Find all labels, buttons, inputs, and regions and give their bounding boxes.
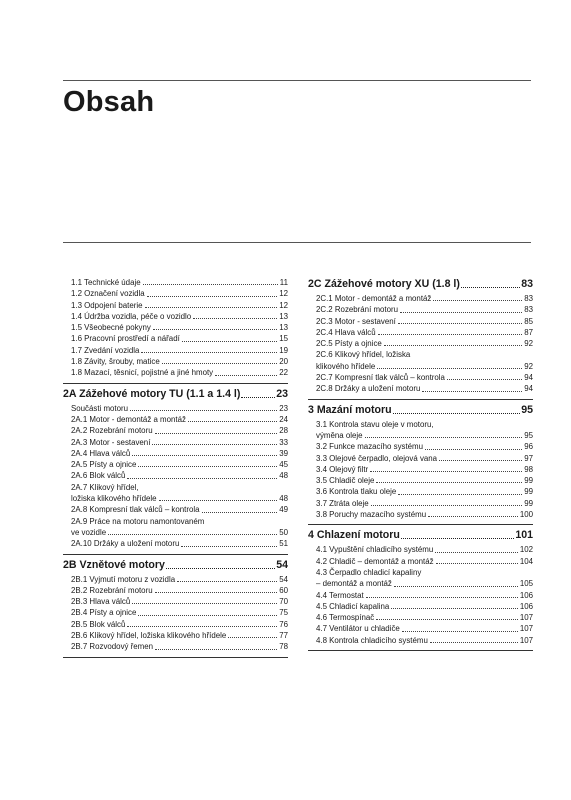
dot-leader — [402, 631, 518, 632]
toc-entry — [316, 361, 533, 372]
entry-page-number: 96 — [524, 442, 533, 452]
entry-title: 2C.1 Motor - demontáž a montáž — [316, 294, 432, 303]
entry-title: 2C.3 Motor - sestavení — [316, 316, 396, 326]
entry-title: 4.7 Ventilátor u chladiče — [316, 624, 400, 634]
toc-entry — [71, 470, 288, 481]
dot-leader — [181, 546, 277, 547]
section-heading — [308, 528, 533, 544]
dot-leader — [428, 516, 518, 517]
entry-page-number: 76 — [279, 619, 288, 629]
page-title: Obsah — [63, 86, 155, 118]
toc-entry — [316, 590, 533, 601]
entry-title: 2C.7 Kompresní tlak válců – kontrola — [316, 373, 445, 383]
entry-title: 3.1 Kontrola stavu oleje v motoru, — [316, 419, 434, 429]
toc-entry — [316, 419, 533, 430]
toc-entry — [71, 459, 288, 470]
toc-section — [308, 277, 533, 400]
dot-leader — [127, 626, 277, 627]
toc-entry — [71, 437, 288, 448]
entry-page-number: 102 — [519, 545, 533, 555]
dot-leader — [143, 284, 278, 285]
entry-page-number: 83 — [524, 294, 533, 303]
toc-entry — [316, 544, 533, 555]
entry-page-number: 98 — [524, 464, 533, 474]
toc-entry — [71, 493, 288, 504]
toc-entry — [71, 356, 288, 367]
entry-title: 3.2 Funkce mazacího systému — [316, 442, 424, 452]
toc-entry — [71, 596, 288, 607]
dot-leader — [241, 397, 275, 398]
entry-page-number: 107 — [519, 635, 533, 645]
section-page-number: 101 — [515, 529, 533, 542]
entry-list — [63, 277, 288, 383]
entry-title: 3.8 Poruchy mazacího systému — [316, 510, 427, 520]
section-title: 3 Mazání motoru — [308, 403, 392, 416]
dot-leader — [155, 433, 278, 434]
entry-title: 2A.3 Motor - sestavení — [71, 437, 151, 447]
dot-leader — [166, 568, 275, 569]
entry-page-number: 92 — [524, 339, 533, 349]
entry-page-number: 104 — [519, 556, 533, 566]
toc-entry — [316, 441, 533, 452]
dot-leader — [153, 329, 277, 330]
entry-page-number: 48 — [279, 494, 288, 504]
toc-entry — [316, 601, 533, 612]
dot-leader — [378, 334, 523, 335]
entry-page-number: 20 — [279, 357, 288, 367]
dot-leader — [433, 300, 522, 301]
toc-entry — [316, 612, 533, 623]
dot-leader — [152, 444, 277, 445]
dot-leader — [228, 637, 277, 638]
entry-title: 2A.6 Blok válců — [71, 471, 126, 481]
entry-page-number: 22 — [279, 368, 288, 378]
entry-page-number: 95 — [524, 430, 533, 440]
toc-left-column — [63, 277, 288, 661]
toc-entry — [71, 538, 288, 549]
entry-page-number: 99 — [524, 498, 533, 508]
entry-title: 3.5 Chladič oleje — [316, 476, 375, 486]
entry-list — [63, 574, 288, 657]
toc-entry — [316, 567, 533, 578]
entry-title: ložiska klikového hřídele — [71, 494, 157, 504]
entry-page-number: 92 — [524, 361, 533, 371]
entry-page-number: 106 — [519, 590, 533, 600]
entry-page-number: 13 — [279, 323, 288, 333]
dot-leader — [162, 363, 277, 364]
entry-title: 2A.7 Klikový hřídel, — [71, 482, 139, 492]
toc-entry — [316, 509, 533, 520]
toc-entry — [316, 464, 533, 475]
toc-entry — [316, 623, 533, 634]
dot-leader — [147, 296, 278, 297]
entry-page-number: 11 — [279, 278, 288, 287]
toc-entry — [316, 635, 533, 646]
toc-entry — [316, 430, 533, 441]
entry-list — [308, 544, 533, 650]
entry-title: 1.8 Závity, šrouby, matice — [71, 357, 160, 367]
dot-leader — [370, 471, 522, 472]
entry-title: 1.7 Zvedání vozidla — [71, 345, 140, 355]
dot-leader — [401, 538, 514, 539]
entry-page-number: 12 — [279, 300, 288, 310]
toc-entry — [71, 630, 288, 641]
entry-title: 3.3 Olejové čerpadlo, olejová vana — [316, 453, 438, 463]
dot-leader — [138, 466, 277, 467]
dot-leader — [130, 410, 277, 411]
toc-right-column — [308, 277, 533, 654]
toc-section — [308, 528, 533, 651]
dot-leader — [182, 341, 277, 342]
entry-title: 2A.1 Motor - demontáž a montáž — [71, 414, 186, 424]
toc-entry — [71, 641, 288, 652]
toc-entry — [316, 372, 533, 383]
entry-title: výměna oleje — [316, 430, 363, 440]
dot-leader — [435, 552, 518, 553]
toc-entry — [71, 403, 288, 414]
toc-entry — [316, 304, 533, 315]
toc-section — [63, 558, 288, 658]
entry-title: 2A.9 Práce na motoru namontovaném — [71, 516, 205, 526]
section-title: 4 Chlazení motoru — [308, 529, 400, 542]
entry-title: 2A.2 Rozebrání motoru — [71, 426, 153, 436]
entry-title: 2C.5 Písty a ojnice — [316, 339, 382, 349]
toc-entry — [71, 311, 288, 322]
toc-entry — [71, 345, 288, 356]
entry-page-number: 39 — [279, 448, 288, 458]
entry-page-number: 100 — [519, 510, 533, 520]
toc-entry — [316, 338, 533, 349]
entry-title: 2A.10 Držáky a uložení motoru — [71, 539, 180, 549]
entry-title: 4.4 Termostat — [316, 590, 364, 600]
dot-leader — [400, 312, 522, 313]
entry-list — [308, 419, 533, 525]
entry-page-number: 15 — [279, 334, 288, 344]
dot-leader — [425, 449, 522, 450]
entry-title: Součásti motoru — [71, 403, 129, 413]
dot-leader — [393, 413, 521, 414]
section-heading — [63, 558, 288, 574]
entry-title: 2C.8 Držáky a uložení motoru — [316, 384, 421, 394]
entry-title: 2B.1 Vyjmutí motoru z vozidla — [71, 574, 176, 584]
entry-title: – demontáž a montáž — [316, 579, 392, 589]
dot-leader — [447, 379, 522, 380]
entry-page-number: 97 — [524, 453, 533, 463]
section-title: 2A Zážehové motory TU (1.1 a 1.4 l) — [63, 387, 241, 400]
entry-title: 3.6 Kontrola tlaku oleje — [316, 487, 397, 497]
toc-section — [63, 387, 288, 555]
toc-entry — [71, 448, 288, 459]
entry-title: 2B.5 Blok válců — [71, 619, 126, 629]
section-page-number: 54 — [276, 558, 288, 571]
dot-leader — [193, 318, 277, 319]
dot-leader — [436, 563, 518, 564]
section-title: 2B Vznětové motory — [63, 558, 165, 571]
entry-list — [308, 293, 533, 399]
toc-entry — [71, 607, 288, 618]
section-page-number: 95 — [521, 403, 533, 416]
toc-entry — [71, 585, 288, 596]
entry-title: 1.1 Technické údaje — [71, 278, 141, 287]
entry-page-number: 48 — [279, 471, 288, 481]
top-rule — [63, 80, 531, 81]
dot-leader — [141, 352, 277, 353]
entry-title: 1.8 Mazací, těsnicí, pojistné a jiné hmoty — [71, 368, 214, 378]
dot-leader — [376, 619, 518, 620]
dot-leader — [398, 494, 522, 495]
entry-title: 3.7 Ztráta oleje — [316, 498, 369, 508]
entry-title: 4.5 Chladicí kapalina — [316, 601, 390, 611]
title-bottom-rule — [63, 242, 531, 243]
toc-section — [63, 277, 288, 384]
dot-leader — [132, 603, 277, 604]
dot-leader — [159, 500, 278, 501]
entry-page-number: 50 — [279, 527, 288, 537]
entry-page-number: 24 — [279, 414, 288, 424]
toc-entry — [316, 316, 533, 327]
entry-page-number: 45 — [279, 460, 288, 470]
toc-entry — [316, 349, 533, 360]
toc-entry — [71, 277, 288, 288]
section-page-number: 83 — [521, 278, 533, 290]
entry-title: 2B.6 Klikový hřídel, ložiska klikového hřídele — [71, 631, 227, 641]
dot-leader — [422, 391, 522, 392]
entry-page-number: 107 — [519, 624, 533, 634]
entry-page-number: 77 — [279, 631, 288, 641]
toc-entry — [316, 498, 533, 509]
dot-leader — [132, 455, 277, 456]
entry-title: klikového hřídele — [316, 361, 376, 371]
entry-page-number: 12 — [279, 289, 288, 299]
dot-leader — [439, 460, 522, 461]
dot-leader — [177, 581, 277, 582]
entry-title: 1.3 Odpojení baterie — [71, 300, 143, 310]
entry-page-number: 99 — [524, 476, 533, 486]
dot-leader — [384, 345, 522, 346]
dot-leader — [376, 482, 522, 483]
toc-entry — [316, 578, 533, 589]
dot-leader — [155, 649, 277, 650]
entry-title: 2B.7 Rozvodový řemen — [71, 642, 154, 652]
dot-leader — [202, 512, 278, 513]
entry-page-number: 105 — [519, 579, 533, 589]
dot-leader — [215, 375, 277, 376]
entry-page-number: 83 — [524, 305, 533, 315]
dot-leader — [371, 505, 523, 506]
toc-entry — [71, 288, 288, 299]
entry-page-number: 94 — [524, 373, 533, 383]
entry-title: 2B.2 Rozebrání motoru — [71, 585, 153, 595]
toc-entry — [71, 333, 288, 344]
entry-title: 2C.2 Rozebrání motoru — [316, 305, 399, 315]
toc-entry — [71, 482, 288, 493]
entry-page-number: 49 — [279, 505, 288, 515]
entry-page-number: 87 — [524, 327, 533, 337]
entry-title: 2A.5 Písty a ojnice — [71, 460, 137, 470]
toc-entry — [316, 486, 533, 497]
entry-page-number: 13 — [279, 311, 288, 321]
toc-entry — [71, 574, 288, 585]
entry-title: 2B.3 Hlava válců — [71, 597, 131, 607]
toc-entry — [71, 504, 288, 515]
dot-leader — [127, 478, 277, 479]
toc-entry — [316, 556, 533, 567]
entry-title: 4.2 Chladič – demontáž a montáž — [316, 556, 434, 566]
entry-page-number: 94 — [524, 384, 533, 394]
entry-page-number: 23 — [279, 403, 288, 413]
section-heading — [308, 403, 533, 419]
entry-page-number: 33 — [279, 437, 288, 447]
dot-leader — [138, 615, 277, 616]
toc-entry — [71, 300, 288, 311]
entry-page-number: 106 — [519, 601, 533, 611]
toc-entry — [71, 414, 288, 425]
entry-title: 2B.4 Písty a ojnice — [71, 608, 137, 618]
entry-page-number: 60 — [279, 585, 288, 595]
entry-title: 2C.4 Hlava válců — [316, 327, 376, 337]
entry-title: 4.3 Čerpadlo chladicí kapaliny — [316, 567, 422, 577]
entry-page-number: 54 — [279, 574, 288, 584]
toc-entry — [71, 322, 288, 333]
toc-entry — [316, 327, 533, 338]
dot-leader — [108, 534, 277, 535]
toc-entry — [71, 527, 288, 538]
dot-leader — [188, 421, 277, 422]
entry-title: 1.2 Označení vozidla — [71, 289, 145, 299]
dot-leader — [365, 437, 523, 438]
entry-title: 4.1 Vypuštění chladicího systému — [316, 545, 434, 555]
entry-title: 2A.8 Kompresní tlak válců – kontrola — [71, 505, 200, 515]
toc-entry — [316, 453, 533, 464]
dot-leader — [394, 586, 518, 587]
section-title: 2C Zážehové motory XU (1.8 l) — [308, 278, 460, 290]
toc-entry — [71, 516, 288, 527]
entry-page-number: 70 — [279, 597, 288, 607]
entry-title: 1.6 Pracovní prostředí a nářadí — [71, 334, 180, 344]
entry-page-number: 28 — [279, 426, 288, 436]
entry-page-number: 51 — [279, 539, 288, 549]
entry-title: 1.4 Údržba vozidla, péče o vozidlo — [71, 311, 192, 321]
entry-title: 4.6 Termospínač — [316, 613, 375, 623]
entry-page-number: 19 — [279, 345, 288, 355]
toc-entry — [316, 383, 533, 394]
toc-entry — [316, 475, 533, 486]
section-heading — [63, 387, 288, 403]
entry-page-number: 99 — [524, 487, 533, 497]
toc-entry — [71, 425, 288, 436]
toc-entry — [71, 619, 288, 630]
dot-leader — [461, 287, 520, 288]
entry-list — [63, 403, 288, 554]
dot-leader — [430, 642, 518, 643]
dot-leader — [377, 368, 522, 369]
section-heading — [308, 277, 533, 293]
dot-leader — [155, 592, 278, 593]
toc-entry — [316, 293, 533, 304]
dot-leader — [398, 323, 522, 324]
entry-page-number: 78 — [279, 642, 288, 652]
dot-leader — [366, 597, 518, 598]
entry-page-number: 107 — [519, 613, 533, 623]
dot-leader — [145, 307, 278, 308]
dot-leader — [391, 608, 518, 609]
entry-title: 2C.6 Klikový hřídel, ložiska — [316, 350, 411, 360]
entry-title: 2A.4 Hlava válců — [71, 448, 131, 458]
entry-title: ve vozidle — [71, 527, 107, 537]
toc-section — [308, 403, 533, 526]
entry-title: 4.8 Kontrola chladicího systému — [316, 635, 428, 645]
entry-page-number: 75 — [279, 608, 288, 618]
toc-entry — [71, 367, 288, 378]
section-page-number: 23 — [276, 387, 288, 400]
entry-title: 1.5 Všeobecné pokyny — [71, 323, 151, 333]
entry-title: 3.4 Olejový filtr — [316, 464, 369, 474]
entry-page-number: 85 — [524, 316, 533, 326]
